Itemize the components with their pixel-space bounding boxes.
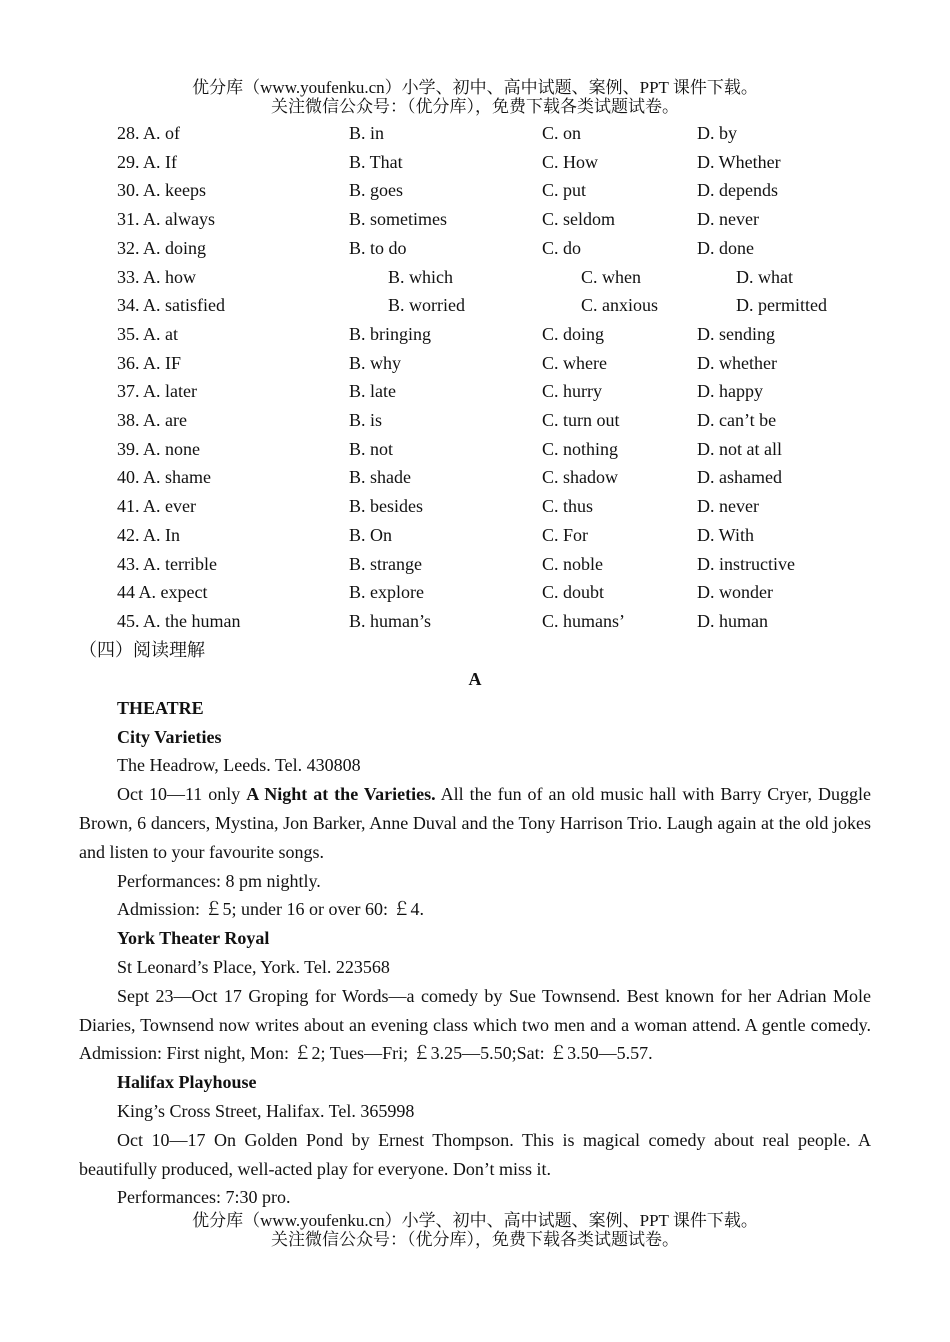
option-d: D. what bbox=[736, 266, 793, 287]
option-b: B. human’s bbox=[349, 610, 432, 631]
option-a: 40. A. shame bbox=[117, 467, 211, 488]
option-d: D. not at all bbox=[697, 438, 782, 459]
option-b: B. besides bbox=[349, 496, 423, 517]
admission-prices: Admission: ￡5; under 16 or over 60: ￡4. bbox=[117, 899, 424, 920]
show-title: A Night at the Varieties. bbox=[246, 784, 436, 805]
venue-address: St Leonard’s Place, York. Tel. 223568 bbox=[117, 956, 390, 977]
option-a: 36. A. IF bbox=[117, 352, 182, 373]
show-dates: Oct 10—11 only bbox=[117, 784, 241, 805]
option-row bbox=[0, 492, 950, 521]
option-d: D. whether bbox=[697, 352, 777, 373]
option-a: 43. A. terrible bbox=[117, 553, 217, 574]
option-b: B. explore bbox=[349, 582, 424, 603]
page-footer bbox=[0, 1211, 950, 1249]
option-row bbox=[0, 435, 950, 464]
footer-line-1: 优分库（www.youfenku.cn）小学、初中、高中试题、案例、PPT 课件下载。 bbox=[192, 1211, 758, 1230]
option-d: D. With bbox=[697, 524, 754, 545]
option-a: 30. A. keeps bbox=[117, 180, 206, 201]
option-b: B. to do bbox=[349, 237, 407, 258]
venue-description: Sept 23—Oct 17 Groping for Words—a comedy by Sue Townsend. Best known for her Adrian Mole Diaries, Townsend now writes about an evening class which two men and a woman attend. A gentle comedy. Admission: First night, Mon: ￡2; Tues—Fri; ￡3.25—5.50;Sat: ￡3.50—5.57. bbox=[79, 985, 871, 1064]
option-c: C. humans’ bbox=[542, 610, 625, 631]
option-row bbox=[0, 349, 950, 378]
option-d: D. can’t be bbox=[697, 410, 777, 430]
option-a: 45. A. the human bbox=[117, 610, 241, 631]
option-b: B. That bbox=[349, 151, 403, 172]
option-row bbox=[0, 607, 950, 636]
option-row bbox=[0, 521, 950, 550]
option-d: D. human bbox=[697, 610, 768, 631]
option-b: B. shade bbox=[349, 467, 411, 488]
option-b: B. which bbox=[388, 266, 453, 287]
venue-name: York Theater Royal bbox=[117, 928, 270, 949]
venue-address: The Headrow, Leeds. Tel. 430808 bbox=[117, 755, 361, 776]
option-b: B. late bbox=[349, 381, 396, 402]
option-row bbox=[0, 463, 950, 492]
option-row bbox=[0, 263, 950, 292]
page-header bbox=[0, 78, 950, 116]
option-row bbox=[0, 291, 950, 320]
option-row bbox=[0, 578, 950, 607]
option-a: 39. A. none bbox=[117, 438, 200, 459]
option-c: C. hurry bbox=[542, 381, 602, 402]
option-d: D. never bbox=[697, 209, 759, 230]
option-a: 38. A. are bbox=[117, 410, 187, 430]
option-c: C. seldom bbox=[542, 209, 616, 230]
header-line-1: 优分库（www.youfenku.cn）小学、初中、高中试题、案例、PPT 课件下载。 bbox=[192, 78, 758, 97]
option-d: D. by bbox=[697, 123, 737, 143]
option-row bbox=[0, 406, 950, 435]
venue-description bbox=[79, 780, 871, 866]
option-d: D. never bbox=[697, 496, 759, 517]
option-c: C. For bbox=[542, 524, 589, 545]
option-row bbox=[0, 119, 950, 148]
option-row bbox=[0, 176, 950, 205]
option-c: C. doing bbox=[542, 323, 605, 344]
footer-line-2: 关注微信公众号：（优分库），免费下载各类试题试卷。 bbox=[271, 1230, 679, 1249]
option-a: 31. A. always bbox=[117, 209, 215, 230]
option-d: D. ashamed bbox=[697, 467, 782, 488]
option-b: B. sometimes bbox=[349, 209, 447, 230]
option-a: 34. A. satisfied bbox=[117, 295, 225, 316]
venue-description: Oct 10—17 On Golden Pond by Ernest Thompson. This is magical comedy about real people. A beautifully produced, well-acted play for everyone. Don’t miss it. bbox=[79, 1129, 871, 1179]
option-row bbox=[0, 148, 950, 177]
option-c: C. anxious bbox=[581, 295, 659, 316]
option-c: C. nothing bbox=[542, 438, 619, 459]
option-c: C. on bbox=[542, 123, 582, 143]
option-b: B. in bbox=[349, 123, 385, 143]
option-a: 28. A. of bbox=[117, 123, 180, 143]
option-c: C. shadow bbox=[542, 467, 618, 488]
option-d: D. permitted bbox=[736, 295, 827, 316]
show-description: All the fun of an old music hall with Barry Cryer, Duggle Brown, 6 dancers, Mystina, Jon Barker, Anne Duval and the Tony Harrison Trio. Laugh again at the old jokes and listen to your favourite songs. bbox=[79, 784, 872, 862]
section-title: （四）阅读理解 bbox=[79, 640, 205, 660]
option-c: C. turn out bbox=[542, 410, 620, 430]
option-a: 42. A. In bbox=[117, 524, 180, 545]
option-a: 32. A. doing bbox=[117, 237, 207, 258]
reading-passage bbox=[79, 665, 871, 1212]
option-b: B. On bbox=[349, 524, 393, 545]
option-row bbox=[0, 550, 950, 579]
venue-address: King’s Cross Street, Halifax. Tel. 365998 bbox=[117, 1100, 415, 1121]
option-d: D. depends bbox=[697, 180, 778, 201]
option-d: D. instructive bbox=[697, 553, 795, 574]
option-row bbox=[0, 234, 950, 263]
option-a: 33. A. how bbox=[117, 266, 197, 287]
option-row bbox=[0, 205, 950, 234]
option-b: B. worried bbox=[388, 295, 465, 316]
option-b: B. why bbox=[349, 352, 402, 373]
option-c: C. doubt bbox=[542, 582, 605, 603]
option-c: C. put bbox=[542, 180, 587, 201]
venue-name: City Varieties bbox=[117, 726, 222, 747]
option-a: 44 A. expect bbox=[117, 582, 208, 603]
option-b: B. is bbox=[349, 410, 383, 430]
option-d: D. happy bbox=[697, 381, 763, 402]
venue-name: Halifax Playhouse bbox=[117, 1072, 257, 1093]
option-b: B. not bbox=[349, 438, 394, 459]
option-c: C. do bbox=[542, 237, 582, 258]
option-c: C. when bbox=[581, 266, 641, 287]
option-row bbox=[0, 377, 950, 406]
passage-label: A bbox=[468, 669, 482, 689]
option-a: 37. A. later bbox=[117, 381, 197, 402]
option-a: 35. A. at bbox=[117, 323, 178, 344]
option-c: C. thus bbox=[542, 496, 594, 517]
header-line-2: 关注微信公众号：（优分库），免费下载各类试题试卷。 bbox=[271, 97, 679, 116]
option-d: D. wonder bbox=[697, 582, 773, 603]
passage-heading: THEATRE bbox=[117, 697, 204, 718]
performance-times: Performances: 8 pm nightly. bbox=[117, 870, 321, 891]
option-d: D. sending bbox=[697, 323, 775, 344]
option-a: 41. A. ever bbox=[117, 496, 196, 517]
option-d: D. Whether bbox=[697, 151, 781, 172]
option-c: C. where bbox=[542, 352, 607, 373]
option-b: B. strange bbox=[349, 553, 422, 574]
option-d: D. done bbox=[697, 237, 754, 258]
option-b: B. bringing bbox=[349, 323, 432, 344]
option-b: B. goes bbox=[349, 180, 403, 201]
option-c: C. How bbox=[542, 151, 599, 172]
performance-times: Performances: 7:30 pro. bbox=[117, 1187, 291, 1208]
option-c: C. noble bbox=[542, 553, 603, 574]
option-row bbox=[0, 320, 950, 349]
option-a: 29. A. If bbox=[117, 151, 177, 172]
